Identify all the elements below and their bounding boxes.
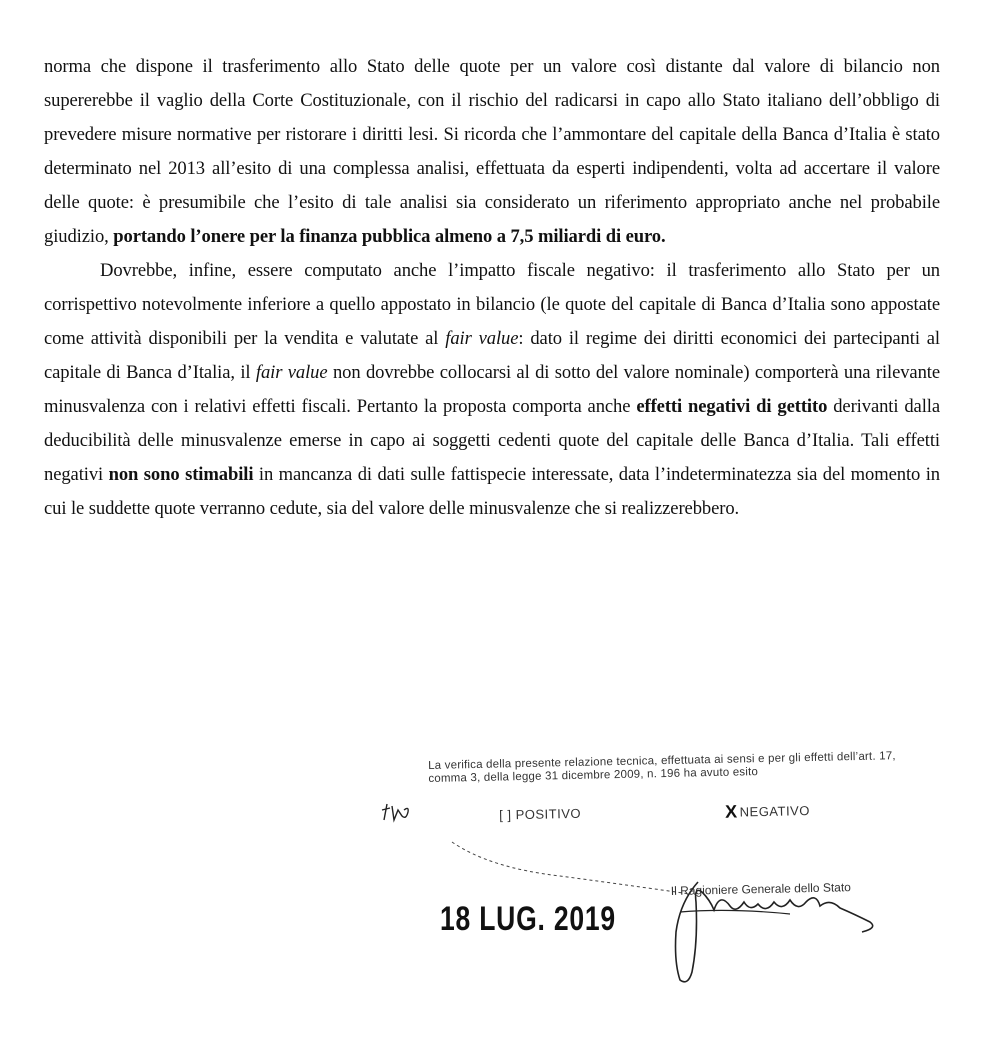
text-segment: non dovrebbe collocarsi al di sotto del valore nominale) comporterà una rilevante minusvalenza con i relativi effetti fiscali. Pertanto la proposta comporta anche [44, 362, 940, 417]
italic-text: fair value [255, 362, 328, 383]
italic-text: fair value [445, 328, 519, 349]
stamp-intro: La verifica della presente relazione tecnica, effettuata ai sensi e per gli effetti dell’art. 17, comma 3, della legge 31 dicembre 2009, n. 196 ha avuto esito [428, 750, 896, 785]
text-segment: in mancanza di dati sulle fattispecie interessate, data l’indeterminatezza sia del momento in cui le suddette quote verranno cedute, sia del valore delle minusvalenze che si realizzerebbero. [44, 464, 940, 519]
handwritten-signature [640, 862, 900, 992]
negative-option [724, 801, 811, 822]
signer-title: Il Ragioniere Generale dello Stato [670, 880, 852, 898]
date-stamp: 18 LUG. 2019 [440, 900, 616, 938]
text-segment: norma che dispone il trasferimento allo Stato delle quote per un valore così distante dal valore di bilancio non supererebbe il vaglio della Corte Costituzionale, con il rischio del radicarsi in capo allo Stato italiano dell’obbligo di prevedere misure normative per ristorare i diritti lesi. Si ricorda che l’ammontare del capitale della Banca d’Italia è stato determinato nel 2013 all’esito di una complessa analisi, effettuata da esperti indipendenti, volta ad accertare il valore delle quote: è presumibile che l’esito di tale analisi sia considerato un riferimento appropriato anche nel probabile giudizio, [44, 56, 940, 247]
handwritten-initials [380, 798, 414, 826]
bold-text: effetti negativi di gettito [636, 396, 828, 417]
text-segment: : dato il regime dei diritti economici dei partecipanti al capitale di Banca d’Italia, il [44, 328, 940, 383]
stamp-outcome-row [429, 793, 950, 844]
paragraph [44, 50, 940, 254]
positive-option: [ ] POSITIVO [499, 805, 582, 823]
paragraph [44, 254, 940, 526]
verification-stamp [428, 749, 950, 898]
text-segment: Dovrebbe, infine, essere computato anche l’impatto fiscale negativo: il trasferimento allo Stato per un corrispettivo notevolmente inferiore a quello appostato in bilancio (le quote del capitale di Banca d’Italia sono appostate come attività disponibili per la vendita e valutate al [44, 260, 940, 349]
bold-text: non sono stimabili [108, 464, 254, 485]
negative-label: NEGATIVO [739, 803, 811, 820]
body-text [44, 50, 940, 526]
text-segment: derivanti dalla deducibilità delle minusvalenze emerse in capo ai soggetti cedenti quote del capitale delle Banca d’Italia. Tali effetti negativi [44, 396, 940, 485]
check-x-mark: X [724, 801, 738, 822]
bold-text: portando l’onere per la finanza pubblica almeno a 7,5 miliardi di euro. [113, 226, 666, 247]
